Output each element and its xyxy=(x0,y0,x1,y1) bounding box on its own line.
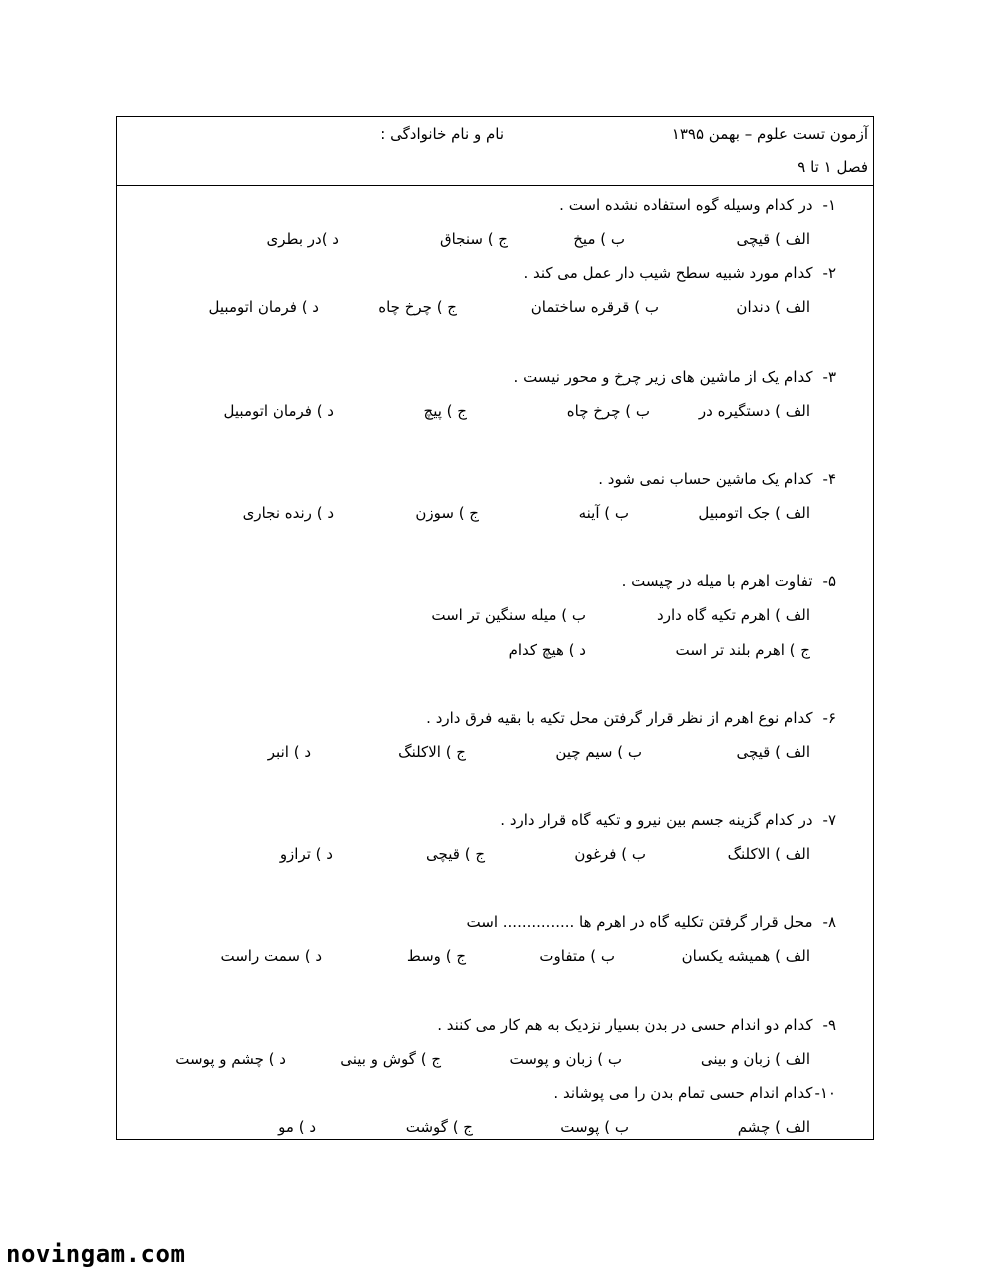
option-b: ب ) زبان و پوست xyxy=(509,1050,622,1068)
question-text: محل قرار گرفتن تکلیه گاه در اهرم ها ............... است xyxy=(466,913,813,931)
question-text: کدام اندام حسی تمام بدن را می پوشاند . xyxy=(553,1084,813,1102)
option-d: د ) مو xyxy=(278,1118,316,1136)
question-5 xyxy=(622,572,836,590)
option-a: الف ) چشم xyxy=(737,1118,810,1136)
question-text: کدام یک از ماشین های زیر چرخ و محور نیست . xyxy=(513,368,813,386)
option-a: الف ) زبان و بینی xyxy=(700,1050,810,1068)
chapter-label: فصل ۱ تا ۹ xyxy=(797,158,868,176)
option-d: د ) انبر xyxy=(267,743,311,761)
question-7 xyxy=(500,811,836,829)
option-b: ب ) متفاوت xyxy=(539,947,615,965)
question-number: ۵- xyxy=(822,572,836,590)
option-b: ب ) پوست xyxy=(560,1118,629,1136)
question-6 xyxy=(426,709,836,727)
question-1 xyxy=(559,196,836,214)
question-number: ۴- xyxy=(822,470,836,488)
option-c: ج ) چرخ چاه xyxy=(378,298,457,316)
site-logo: novingam.com xyxy=(6,1240,186,1268)
question-text: در کدام گزینه جسم بین نیرو و تکیه گاه قرار دارد . xyxy=(500,811,813,829)
question-9 xyxy=(437,1016,836,1034)
question-10 xyxy=(553,1084,836,1102)
option-a: الف ) دستگیره در xyxy=(698,402,810,420)
option-b: ب ) آینه xyxy=(578,504,629,522)
option-d: د ) چشم و پوست xyxy=(175,1050,286,1068)
option-d: د ) ترازو xyxy=(279,845,333,863)
option-c: ج ) قیچی xyxy=(426,845,485,863)
question-8 xyxy=(467,913,836,931)
option-c: ج ) اهرم بلند تر است xyxy=(675,641,810,659)
question-number: ۲- xyxy=(822,264,836,282)
question-text: کدام مورد شبیه سطح شیب دار عمل می کند . xyxy=(523,264,813,282)
option-c: ج ) گوش و بینی xyxy=(340,1050,441,1068)
option-a: الف ) الاکلنگ xyxy=(727,845,810,863)
option-a: الف ) قیچی xyxy=(736,230,810,248)
option-d: د ) رنده نجاری xyxy=(242,504,334,522)
question-2 xyxy=(523,264,836,282)
question-number: ۱- xyxy=(822,196,836,214)
option-d: د ) فرمان اتومبیل xyxy=(223,402,334,420)
option-c: ج ) پیچ xyxy=(423,402,467,420)
option-a: الف ) قیچی xyxy=(736,743,810,761)
option-a: الف ) همیشه یکسان xyxy=(681,947,810,965)
option-d: د )در بطری xyxy=(266,230,339,248)
option-b: ب ) فرغون xyxy=(574,845,646,863)
option-c: ج ) سوزن xyxy=(415,504,479,522)
question-number: ۶- xyxy=(822,709,836,727)
option-c: ج ) گوشت xyxy=(405,1118,473,1136)
name-label: نام و نام خانوادگی : xyxy=(380,125,504,143)
option-b: ب ) قرقره ساختمان xyxy=(530,298,659,316)
question-number: ۷- xyxy=(822,811,836,829)
option-c: ج ) سنجاق xyxy=(439,230,508,248)
question-text: تفاوت اهرم با میله در چیست . xyxy=(621,572,813,590)
option-c: ج ) وسط xyxy=(406,947,466,965)
question-text: در کدام وسیله گوه استفاده نشده است . xyxy=(559,196,813,214)
option-b: ب ) میخ xyxy=(573,230,625,248)
option-a: الف ) اهرم تکیه گاه دارد xyxy=(657,606,810,624)
exam-title: آزمون تست علوم – بهمن ۱۳۹۵ xyxy=(671,125,868,143)
option-b: ب ) سیم چین xyxy=(555,743,642,761)
header-divider xyxy=(117,185,873,186)
question-number: ۳- xyxy=(822,368,836,386)
option-d: د ) هیچ کدام xyxy=(508,641,586,659)
option-a: الف ) جک اتومبیل xyxy=(698,504,810,522)
question-text: کدام نوع اهرم از نظر قرار گرفتن محل تکیه با بقیه فرق دارد . xyxy=(426,709,813,727)
option-d: د ) سمت راست xyxy=(220,947,322,965)
option-b: ب ) میله سنگین تر است xyxy=(431,606,586,624)
option-b: ب ) چرخ چاه xyxy=(566,402,650,420)
question-number: ۹- xyxy=(822,1016,836,1034)
question-4 xyxy=(598,470,836,488)
question-text: کدام دو اندام حسی در بدن بسیار نزدیک به هم کار می کنند . xyxy=(437,1016,813,1034)
question-text: کدام یک ماشین حساب نمی شود . xyxy=(598,470,813,488)
question-number: ۱۰- xyxy=(814,1084,836,1102)
option-d: د ) فرمان اتومبیل xyxy=(208,298,319,316)
question-number: ۸- xyxy=(822,913,836,931)
option-a: الف ) دندان xyxy=(736,298,810,316)
question-3 xyxy=(514,368,836,386)
option-c: ج ) الاکلنگ xyxy=(398,743,466,761)
